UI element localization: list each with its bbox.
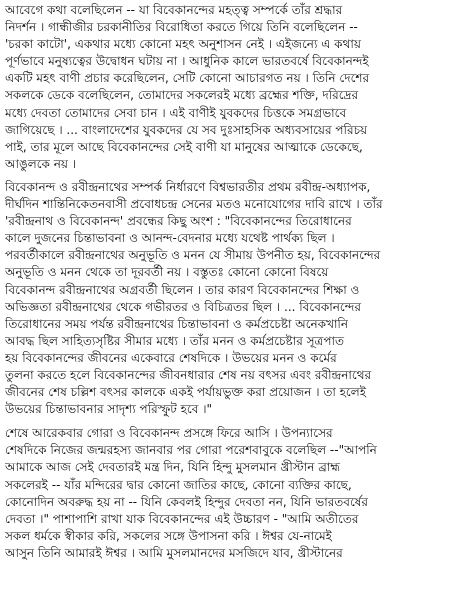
text-line: সকলকে ডেকে বলেছিলেন, তোমাদের সকলেরই মধ্যে ব্রহ্মের শক্তি, দরিদ্রের [5,88,359,103]
text-line: জাগিয়েছে । ... বাংলাদেশের যুবকদের যে সব দুঃসাহসিক অধ্যবসায়ের পরিচয় [5,122,368,137]
text-line: বিবেকানন্দ ও রবীন্দ্রনাথের সম্পর্ক নির্ধারণে বিশ্বভারতীর প্রথম রবীন্দ্র-অধ্যাপক, [5,179,371,194]
text-line: অনুভূতি ও মনন থেকে তা দূরবর্তী নয় । বস্তুতঃ কোনো কোনো বিষয়ে [5,265,329,280]
text-line: শেষদিকে নিজের জন্মরহস্য জানবার পর গোরা পরেশবাবুকে বলেছিল --"আপনি [5,443,377,458]
text-line: পূর্ণভাবে মনুষ্যত্বের উদ্বোধন ঘটায় না । আধুনিক কালে ভারতবর্ষে বিবেকানন্দই [5,54,369,69]
text-line: আবদ্ধ ছিল সাহিত্যসৃষ্টির সীমার মধ্যে । তাঁর মনন ও কর্মপ্রচেষ্টার সূত্রপাত [5,333,345,348]
text-line: হয় বিবেকানন্দের জীবনের একেবারে শেষদিকে । উভয়ের মনন ও কর্মের [5,350,337,365]
text-line: তিরোধানের সময় পর্যন্ত রবীন্দ্রনাথের চিন্তাভাবনা ও কর্মপ্রচেষ্টা অনেকখানি [5,316,349,331]
text-line: আঙুলকে নয় । [5,156,77,171]
text-line: দেবতা ।" পাশাপাশি রাখা যাক বিবেকানন্দের এই উচ্চারণ - "আমি অতীতের [5,511,359,526]
paragraph-gap [5,418,452,425]
text-line: পাই, তার মূলে আছে বিবেকানন্দের সেই বাণী যা মানুষের আত্মাকে ডেকেছে, [5,139,363,154]
text-line: জীবনের শেষ চল্লিশ বৎসর কালকে একই পর্যায়ভুক্ত করা প্রয়োজন । তা হলেই [5,385,366,400]
text-line: সকলেরই -- যাঁর মন্দিরের দ্বার কোনো জাতির কাছে, কোনো ব্যক্তির কাছে, [5,477,352,492]
text-line: কালে দুজনের চিন্তাভাবনা ও আনন্দ-বেদনার মধ্যে যথেষ্ট পার্থক্য ছিল । [5,231,335,246]
text-line: দীর্ঘদিন শান্তিনিকেতনবাসী প্রবোধচন্দ্র সেনের মতও মনোযোগের দাবি রাখে । তাঁর [5,197,383,212]
text-line: আমাকে আজ সেই দেবতারই মন্ত্র দিন, যিনি হিন্দু মুসলমান খ্রীস্টান ব্রাহ্ম [5,460,340,475]
text-line: পরবর্তীকালে রবীন্দ্রনাথের অনুভূতি ও মনন যে সীমায় উপনীত হয়, বিবেকানন্দের [5,248,381,263]
text-line: 'চরকা কাটো', একথার মধ্যে কোনো মহৎ অনুশাসন নেই । এইজন্যে এ কথায় [5,37,361,52]
text-line: আবেগে কথা বলেছিলেন -- যা বিবেকানন্দের মহত্ত্ব সম্পর্কে তাঁর শ্রদ্ধার [5,3,343,17]
text-line: অভিজ্ঞতা রবীন্দ্রনাথের থেকে গভীরতর ও বিচিত্রতর ছিল । ... বিবেকানন্দের [5,299,361,314]
text-line: শেষে আরেকবার গোরা ও বিবেকানন্দ প্রসঙ্গে ফিরে আসি । উপন্যাসের [5,426,333,441]
text-line: একটি মহৎ বাণী প্রচার করেছিলেন, সেটি কোনো আচারগত নয় । তিনি দেশের [5,71,370,86]
text-line: মধ্যে দেবতা তোমাদের সেবা চান । এই বাণীই যুবকদের চিত্তকে সমগ্রভাবে [5,105,347,120]
text-line: আসুন তিনি আমারই ঈশ্বর । আমি মুসলমানদের মসজিদে যাব, খ্রীস্টানের [5,545,343,560]
text-line: নিদর্শন । গান্ধীজীর চরকানীতির বিরোধিতা করতে গিয়ে তিনি বলেছিলেন -- [5,20,358,35]
text-line: 'রবীন্দ্রনাথ ও বিবেকানন্দ' প্রবন্ধের কিছু অংশ : "বিবেকানন্দের তিরোধানের [5,214,352,229]
paragraph-2 [5,179,452,418]
text-line: সকল ধর্মকে স্বীকার করি, সকলের সঙ্গে উপাসনা করি । ঈশ্বর যে-নামেই [5,528,332,543]
text-line: বিবেকানন্দ রবীন্দ্রনাথের অগ্রবর্তী ছিলেন । তার কারণ বিবেকানন্দের শিক্ষা ও [5,282,360,297]
text-line: উভয়ের চিন্তাভাবনার সাদৃশ্য পরিস্ফুট হবে ।" [5,402,213,417]
text-line: তুলনা করতে হলে বিবেকানন্দের জীবনধারার শেষ নয় বৎসর এবং রবীন্দ্রনাথের [5,367,372,382]
text-line: কোনোদিন অবরুদ্ধ হয় না -- যিনি কেবলই হিন্দুর দেবতা নন, যিনি ভারতবর্ষের [5,494,369,509]
paragraph-3 [5,425,452,562]
paragraph-1 [5,2,452,173]
